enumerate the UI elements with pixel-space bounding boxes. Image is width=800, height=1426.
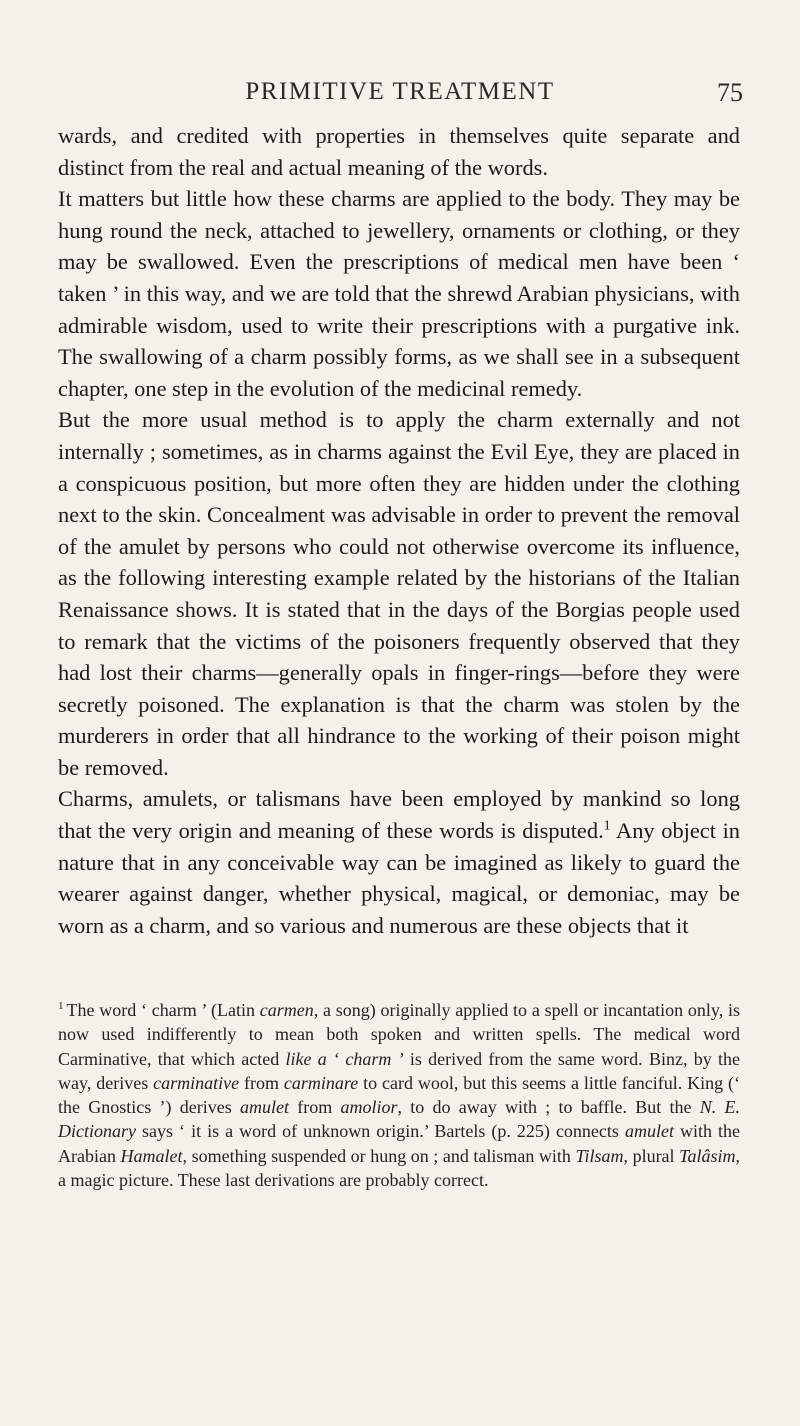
footnote-italic: carmen	[259, 1000, 314, 1020]
footnote-reference[interactable]: 1	[603, 818, 611, 834]
paragraph-1: wards, and credited with properties in themselves quite separate and distinct from the real and actual meaning of the words.	[58, 123, 740, 180]
paragraph-4-part-a: Charms, amulets, or talismans have been employed by mankind so long that the very origin and meaning of these words is disputed.	[58, 786, 740, 844]
footnote-segment: with the Arabian	[58, 1121, 740, 1166]
footnote-italic: amulet	[624, 1121, 674, 1142]
footnote-segment: to card wool, but this seems a little fanciful. King (‘ the Gnostics ’) derives	[58, 1072, 740, 1118]
body-text	[58, 120, 740, 941]
footnote-italic: Tilsam	[575, 1145, 624, 1166]
footnote-segment: says ‘ it is a word of unknown origin.’ Bartels (p. 225) connects	[136, 1121, 625, 1142]
footnote-segment: , a song) originally applied to a spell or incantation only, is now used indifferently to mean both spoken and written spells. The medical word Carminative, that which acted	[58, 1000, 740, 1069]
footnote-segment: from	[239, 1072, 284, 1093]
paragraph-3: But the more usual method is to apply the charm externally and not internally ; sometimes, as in charms against the Evil Eye, they are placed in a conspicuous position, but more often they are hidden under the clothing next to the skin. Concealment was advisable in order to prevent the removal of the amulet by persons who could not otherwise overcome its influence, as the following interesting example related by the historians of the Italian Renaissance shows. It is stated that in the days of the Borgias people used to remark that the victims of the poisoners frequently observed that they had lost their charms—generally opals in finger-rings—before they were secretly poisoned. The explanation is that the charm was stolen by the murderers in order that all hindrance to the working of their poison might be removed.	[58, 407, 740, 780]
footnote-text	[58, 998, 740, 1192]
footnote-italic: carminative	[153, 1072, 240, 1093]
footnote-italic: amolior	[340, 1097, 398, 1118]
footnote-italic: Talâsim	[679, 1145, 736, 1166]
page-number: 75	[717, 78, 743, 107]
footnote-segment: , plural	[623, 1145, 680, 1166]
footnote-italic: N. E. Dictionary	[58, 1097, 740, 1142]
footnote-italic: like a ‘ charm ’	[285, 1048, 404, 1069]
footnote-mark: 1	[58, 1000, 64, 1012]
footnote-italic: amulet	[240, 1097, 289, 1118]
paragraph-2: It matters but little how these charms are applied to the body. They may be hung round the neck, attached to jewellery, ornaments or clothing, or they may be swallowed. Even the prescriptions of medical men have been ‘ taken ’ in this way, and we are told that the shrewd Arabian physicians, with admirable wisdom, used to write their prescriptions with a purgative ink. The swallowing of a charm possibly forms, as we shall see in a subsequent chapter, one step in the evolution of the medicinal remedy.	[58, 186, 740, 401]
footnote-segment: is derived from the same word. Binz, by the way, derives	[58, 1048, 740, 1093]
footnote-segment: , to do away with ; to baffle. But the	[397, 1097, 700, 1118]
running-title: PRIMITIVE TREATMENT	[245, 78, 555, 105]
running-head	[0, 78, 800, 112]
footnote-segment: , a magic picture. These last derivations are probably correct.	[58, 1145, 740, 1191]
footnote-segment: from	[289, 1097, 341, 1118]
footnote-italic: Hamalet	[120, 1145, 183, 1166]
footnote-italic: carminare	[283, 1072, 359, 1093]
footnote-segment: , something suspended or hung on ; and talisman with	[182, 1145, 576, 1166]
paragraph-4-part-b: Any object in nature that in any conceivable way can be imagined as likely to guard the wearer against danger, whether physical, magical, or demoniac, may be worn as a charm, and so various and numerous are these objects that it	[58, 818, 740, 938]
footnote	[58, 998, 740, 1192]
paragraph-4	[58, 783, 740, 941]
footnote-segment: The word ‘ charm ’ (Latin	[66, 1000, 260, 1020]
